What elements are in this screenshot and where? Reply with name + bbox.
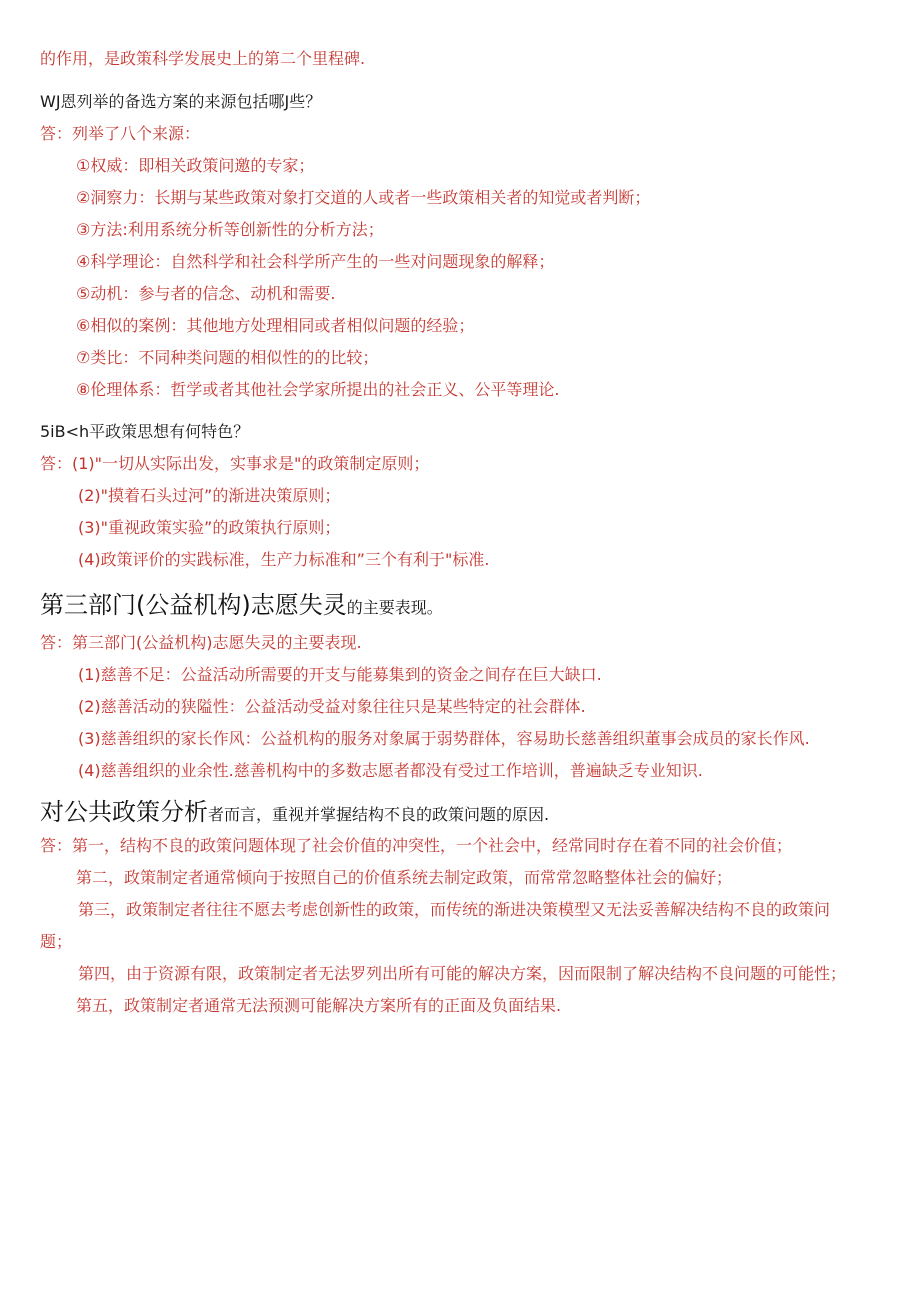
answer-1-item: ①权威：即相关政策问邀的专家； <box>76 156 315 175</box>
answer-4-item: 题； <box>40 932 73 951</box>
answer-3-item: (4)慈善组织的业余性.慈善机构中的多数志愿者都没有受过工作培训，普遍缺乏专业知识. <box>78 761 703 780</box>
answer-4-item: 第二，政策制定者通常倾向于按照自己的价值系统去制定政策，而常常忽略整体社会的偏好； <box>76 868 733 887</box>
answer-3-item: (1)慈善不足：公益活动所需要的开支与能募集到的资金之间存在巨大缺口. <box>78 665 602 684</box>
answer-2-item: (4)政策评价的实践标准，生产力标准和”三个有利于"标准. <box>78 550 490 569</box>
answer-2-item: (2)"摸着石头过河”的渐进决策原则； <box>78 486 341 505</box>
answer-2-item: (3)"重视政策实验”的政策执行原则； <box>78 518 341 537</box>
answer-1-item: ⑦类比：不同种类问题的相似性的的比较； <box>76 348 379 367</box>
answer-1-item: ⑤动机：参与者的信念、动机和需要. <box>76 284 336 303</box>
question-4-suffix: 者而言，重视并掌握结构不良的政策问题的原因. <box>208 805 550 824</box>
answer-3-item: (3)慈善组织的家长作风：公益机构的服务对象属于弱势群体，容易助长慈善组织董事会成员的家长作风. <box>78 729 810 748</box>
answer-1-item: ⑧伦理体系：哲学或者其他社会学家所提出的社会正义、公平等理论. <box>76 380 560 399</box>
question-4-main: 对公共政策分析 <box>40 798 208 826</box>
answer-3: 答：第三部门(公益机构)志愿失灵的主要表现. <box>40 633 362 652</box>
answer-1-item: ③方法:利用系统分析等创新性的分析方法； <box>76 220 384 239</box>
answer-2: 答：(1)"一切从实际出发，实事求是"的政策制定原则； <box>40 454 430 473</box>
answer-1-item: ②洞察力：长期与某些政策对象打交道的人或者一些政策相关者的知觉或者判断； <box>76 188 651 207</box>
question-3 <box>40 590 443 623</box>
question-2: 5iB<h平政策思想有何特色？ <box>40 422 250 441</box>
intro-text: 的作用，是政策科学发展史上的第二个里程碑. <box>40 49 366 68</box>
question-3-main: 第三部门(公益机构)志愿失灵 <box>40 591 347 619</box>
answer-4-item: 第四，由于资源有限，政策制定者无法罗列出所有可能的解决方案，因而限制了解决结构不良问题的可能性； <box>78 964 847 983</box>
question-1: WJ恩列举的备选方案的来源包括哪J些？ <box>40 92 322 111</box>
question-4 <box>40 797 549 830</box>
answer-4-item: 第五，政策制定者通常无法预测可能解决方案所有的正面及负面结果. <box>76 996 562 1015</box>
answer-1-item: ④科学理论：自然科学和社会科学所产生的一些对问题现象的解释； <box>76 252 555 271</box>
answer-4-item: 第三，政策制定者往往不愿去考虑创新性的政策，而传统的渐进决策模型又无法妥善解决结构不良的政策问 <box>78 900 831 919</box>
answer-4: 答：第一，结构不良的政策问题体现了社会价值的冲突性，一个社会中，经常同时存在着不同的社会价值； <box>40 836 793 855</box>
answer-3-item: (2)慈善活动的狭隘性：公益活动受益对象往往只是某些特定的社会群体. <box>78 697 586 716</box>
answer-1-item: ⑥相似的案例：其他地方处理相同或者相似问题的经验； <box>76 316 475 335</box>
question-3-suffix: 的主要表现。 <box>346 598 443 617</box>
answer-1: 答：列举了八个来源： <box>40 124 201 143</box>
